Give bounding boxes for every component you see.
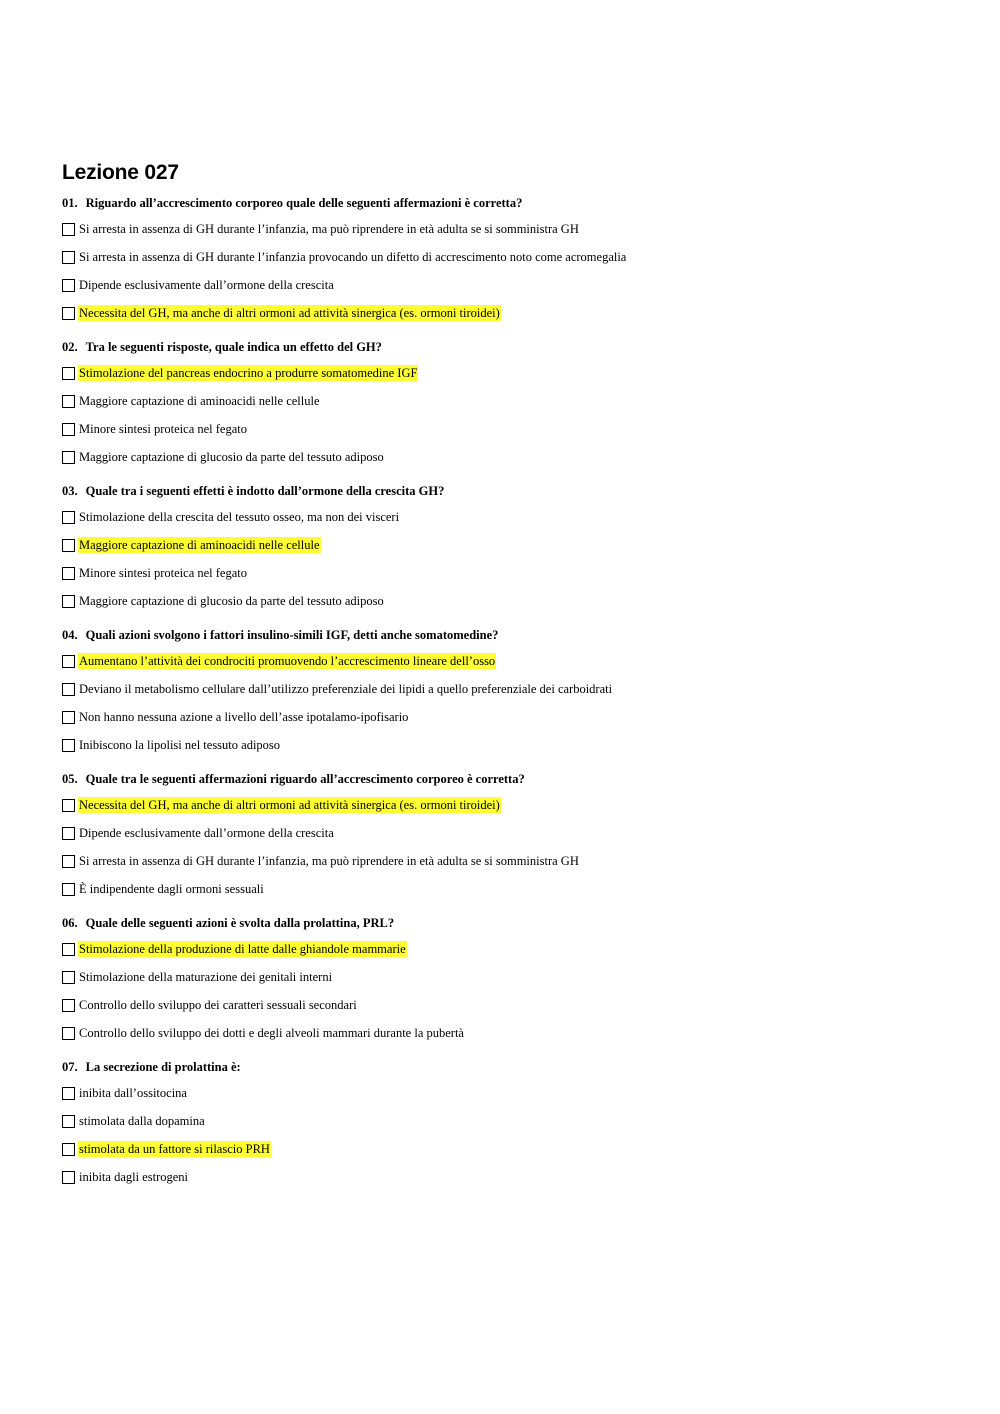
answer-text: Si arresta in assenza di GH durante l’infanzia, ma può riprendere in età adulta se si somministra GH bbox=[79, 222, 579, 236]
answer-text: Inibiscono la lipolisi nel tessuto adiposo bbox=[79, 738, 281, 752]
checkbox-icon[interactable] bbox=[62, 451, 75, 464]
answer-option bbox=[62, 246, 962, 268]
checkbox-icon[interactable] bbox=[62, 395, 75, 408]
answer-option bbox=[62, 850, 962, 872]
question-list bbox=[62, 194, 962, 1188]
lesson-title: Lezione 027 bbox=[62, 161, 179, 184]
answer-text: Si arresta in assenza di GH durante l’infanzia provocando un difetto di accrescimento noto come acromegalia bbox=[79, 250, 627, 264]
correct-answer-text: Necessita del GH, ma anche di altri ormoni ad attività sinergica (es. ormoni tiroidei) bbox=[79, 798, 500, 812]
checkbox-icon[interactable] bbox=[62, 739, 75, 752]
correct-answer-text: Aumentano l’attività dei condrociti promuovendo l’accrescimento lineare dell’osso bbox=[79, 654, 496, 668]
question-number: 05. bbox=[62, 772, 78, 786]
question-label: Quale delle seguenti azioni è svolta dalla prolattina, PRL? bbox=[85, 916, 395, 930]
checkbox-icon[interactable] bbox=[62, 223, 75, 236]
checkbox-icon[interactable] bbox=[62, 655, 75, 668]
answer-text: Maggiore captazione di glucosio da parte del tessuto adiposo bbox=[79, 594, 384, 608]
checkbox-icon[interactable] bbox=[62, 1143, 75, 1156]
answer-text: Maggiore captazione di glucosio da parte del tessuto adiposo bbox=[79, 450, 384, 464]
answer-option bbox=[62, 678, 962, 700]
correct-answer-text: Stimolazione del pancreas endocrino a produrre somatomedine IGF bbox=[79, 366, 418, 380]
answer-option bbox=[62, 994, 962, 1016]
question-7 bbox=[62, 1058, 962, 1188]
question-3 bbox=[62, 482, 962, 612]
question-label: Tra le seguenti risposte, quale indica un effetto del GH? bbox=[85, 340, 382, 354]
answer-option bbox=[62, 878, 962, 900]
question-number: 04. bbox=[62, 628, 78, 642]
question-text bbox=[62, 770, 962, 788]
answer-option bbox=[62, 1022, 962, 1044]
correct-answer-text: stimolata da un fattore si rilascio PRH bbox=[79, 1142, 270, 1156]
checkbox-icon[interactable] bbox=[62, 595, 75, 608]
question-text bbox=[62, 338, 962, 356]
question-label: Quale tra i seguenti effetti è indotto dall’ormone della crescita GH? bbox=[85, 484, 445, 498]
answer-text: È indipendente dagli ormoni sessuali bbox=[79, 882, 264, 896]
question-number: 07. bbox=[62, 1060, 78, 1074]
answer-text: Controllo dello sviluppo dei caratteri sessuali secondari bbox=[79, 998, 357, 1012]
checkbox-icon[interactable] bbox=[62, 971, 75, 984]
answer-text: Dipende esclusivamente dall’ormone della crescita bbox=[79, 826, 334, 840]
answer-option bbox=[62, 1110, 962, 1132]
document-page bbox=[62, 160, 962, 1202]
answer-option bbox=[62, 822, 962, 844]
answer-option bbox=[62, 590, 962, 612]
checkbox-icon[interactable] bbox=[62, 827, 75, 840]
answer-option bbox=[62, 562, 962, 584]
question-label: Quali azioni svolgono i fattori insulino-simili IGF, detti anche somatomedine? bbox=[85, 628, 499, 642]
correct-answer-text: Stimolazione della produzione di latte dalle ghiandole mammarie bbox=[79, 942, 406, 956]
checkbox-icon[interactable] bbox=[62, 279, 75, 292]
answer-option bbox=[62, 418, 962, 440]
question-text bbox=[62, 194, 962, 212]
answer-text: Si arresta in assenza di GH durante l’infanzia, ma può riprendere in età adulta se si somministra GH bbox=[79, 854, 579, 868]
question-1 bbox=[62, 194, 962, 324]
answer-option bbox=[62, 1138, 962, 1160]
question-number: 03. bbox=[62, 484, 78, 498]
answer-option bbox=[62, 650, 962, 672]
question-number: 02. bbox=[62, 340, 78, 354]
answer-option bbox=[62, 446, 962, 468]
answer-option bbox=[62, 218, 962, 240]
question-text bbox=[62, 626, 962, 644]
answer-option bbox=[62, 302, 962, 324]
checkbox-icon[interactable] bbox=[62, 1171, 75, 1184]
answer-text: Minore sintesi proteica nel fegato bbox=[79, 422, 247, 436]
checkbox-icon[interactable] bbox=[62, 511, 75, 524]
answer-text: Minore sintesi proteica nel fegato bbox=[79, 566, 247, 580]
question-text bbox=[62, 914, 962, 932]
answer-option bbox=[62, 274, 962, 296]
question-text bbox=[62, 482, 962, 500]
question-text bbox=[62, 1058, 962, 1076]
answer-text: Stimolazione della maturazione dei genitali interni bbox=[79, 970, 333, 984]
question-label: La secrezione di prolattina è: bbox=[85, 1060, 241, 1074]
question-4 bbox=[62, 626, 962, 756]
checkbox-icon[interactable] bbox=[62, 1027, 75, 1040]
question-label: Quale tra le seguenti affermazioni riguardo all’accrescimento corporeo è corretta? bbox=[85, 772, 525, 786]
answer-text: inibita dagli estrogeni bbox=[79, 1170, 189, 1184]
question-6 bbox=[62, 914, 962, 1044]
answer-text: Controllo dello sviluppo dei dotti e degli alveoli mammari durante la pubertà bbox=[79, 1026, 464, 1040]
question-5 bbox=[62, 770, 962, 900]
checkbox-icon[interactable] bbox=[62, 999, 75, 1012]
answer-option bbox=[62, 1082, 962, 1104]
correct-answer-text: Necessita del GH, ma anche di altri ormoni ad attività sinergica (es. ormoni tiroidei) bbox=[79, 306, 500, 320]
question-2 bbox=[62, 338, 962, 468]
checkbox-icon[interactable] bbox=[62, 711, 75, 724]
answer-option bbox=[62, 794, 962, 816]
checkbox-icon[interactable] bbox=[62, 855, 75, 868]
answer-option bbox=[62, 706, 962, 728]
answer-text: Non hanno nessuna azione a livello dell’asse ipotalamo-ipofisario bbox=[79, 710, 409, 724]
checkbox-icon[interactable] bbox=[62, 883, 75, 896]
checkbox-icon[interactable] bbox=[62, 539, 75, 552]
answer-option bbox=[62, 1166, 962, 1188]
answer-text: Deviano il metabolismo cellulare dall’utilizzo preferenziale dei lipidi a quello preferenziale dei carboidrati bbox=[79, 682, 613, 696]
checkbox-icon[interactable] bbox=[62, 367, 75, 380]
answer-option bbox=[62, 734, 962, 756]
answer-option bbox=[62, 534, 962, 556]
checkbox-icon[interactable] bbox=[62, 943, 75, 956]
correct-answer-text: Maggiore captazione di aminoacidi nelle cellule bbox=[79, 538, 320, 552]
checkbox-icon[interactable] bbox=[62, 799, 75, 812]
answer-text: stimolata dalla dopamina bbox=[79, 1114, 205, 1128]
answer-text: Dipende esclusivamente dall’ormone della crescita bbox=[79, 278, 334, 292]
answer-text: Maggiore captazione di aminoacidi nelle cellule bbox=[79, 394, 320, 408]
answer-option bbox=[62, 938, 962, 960]
answer-text: inibita dall’ossitocina bbox=[79, 1086, 187, 1100]
answer-option bbox=[62, 362, 962, 384]
question-number: 01. bbox=[62, 196, 78, 210]
checkbox-icon[interactable] bbox=[62, 683, 75, 696]
checkbox-icon[interactable] bbox=[62, 567, 75, 580]
checkbox-icon[interactable] bbox=[62, 251, 75, 264]
checkbox-icon[interactable] bbox=[62, 1115, 75, 1128]
question-label: Riguardo all’accrescimento corporeo quale delle seguenti affermazioni è corretta? bbox=[85, 196, 523, 210]
question-number: 06. bbox=[62, 916, 78, 930]
checkbox-icon[interactable] bbox=[62, 307, 75, 320]
checkbox-icon[interactable] bbox=[62, 423, 75, 436]
answer-option bbox=[62, 966, 962, 988]
checkbox-icon[interactable] bbox=[62, 1087, 75, 1100]
answer-option bbox=[62, 390, 962, 412]
answer-option bbox=[62, 506, 962, 528]
answer-text: Stimolazione della crescita del tessuto osseo, ma non dei visceri bbox=[79, 510, 400, 524]
